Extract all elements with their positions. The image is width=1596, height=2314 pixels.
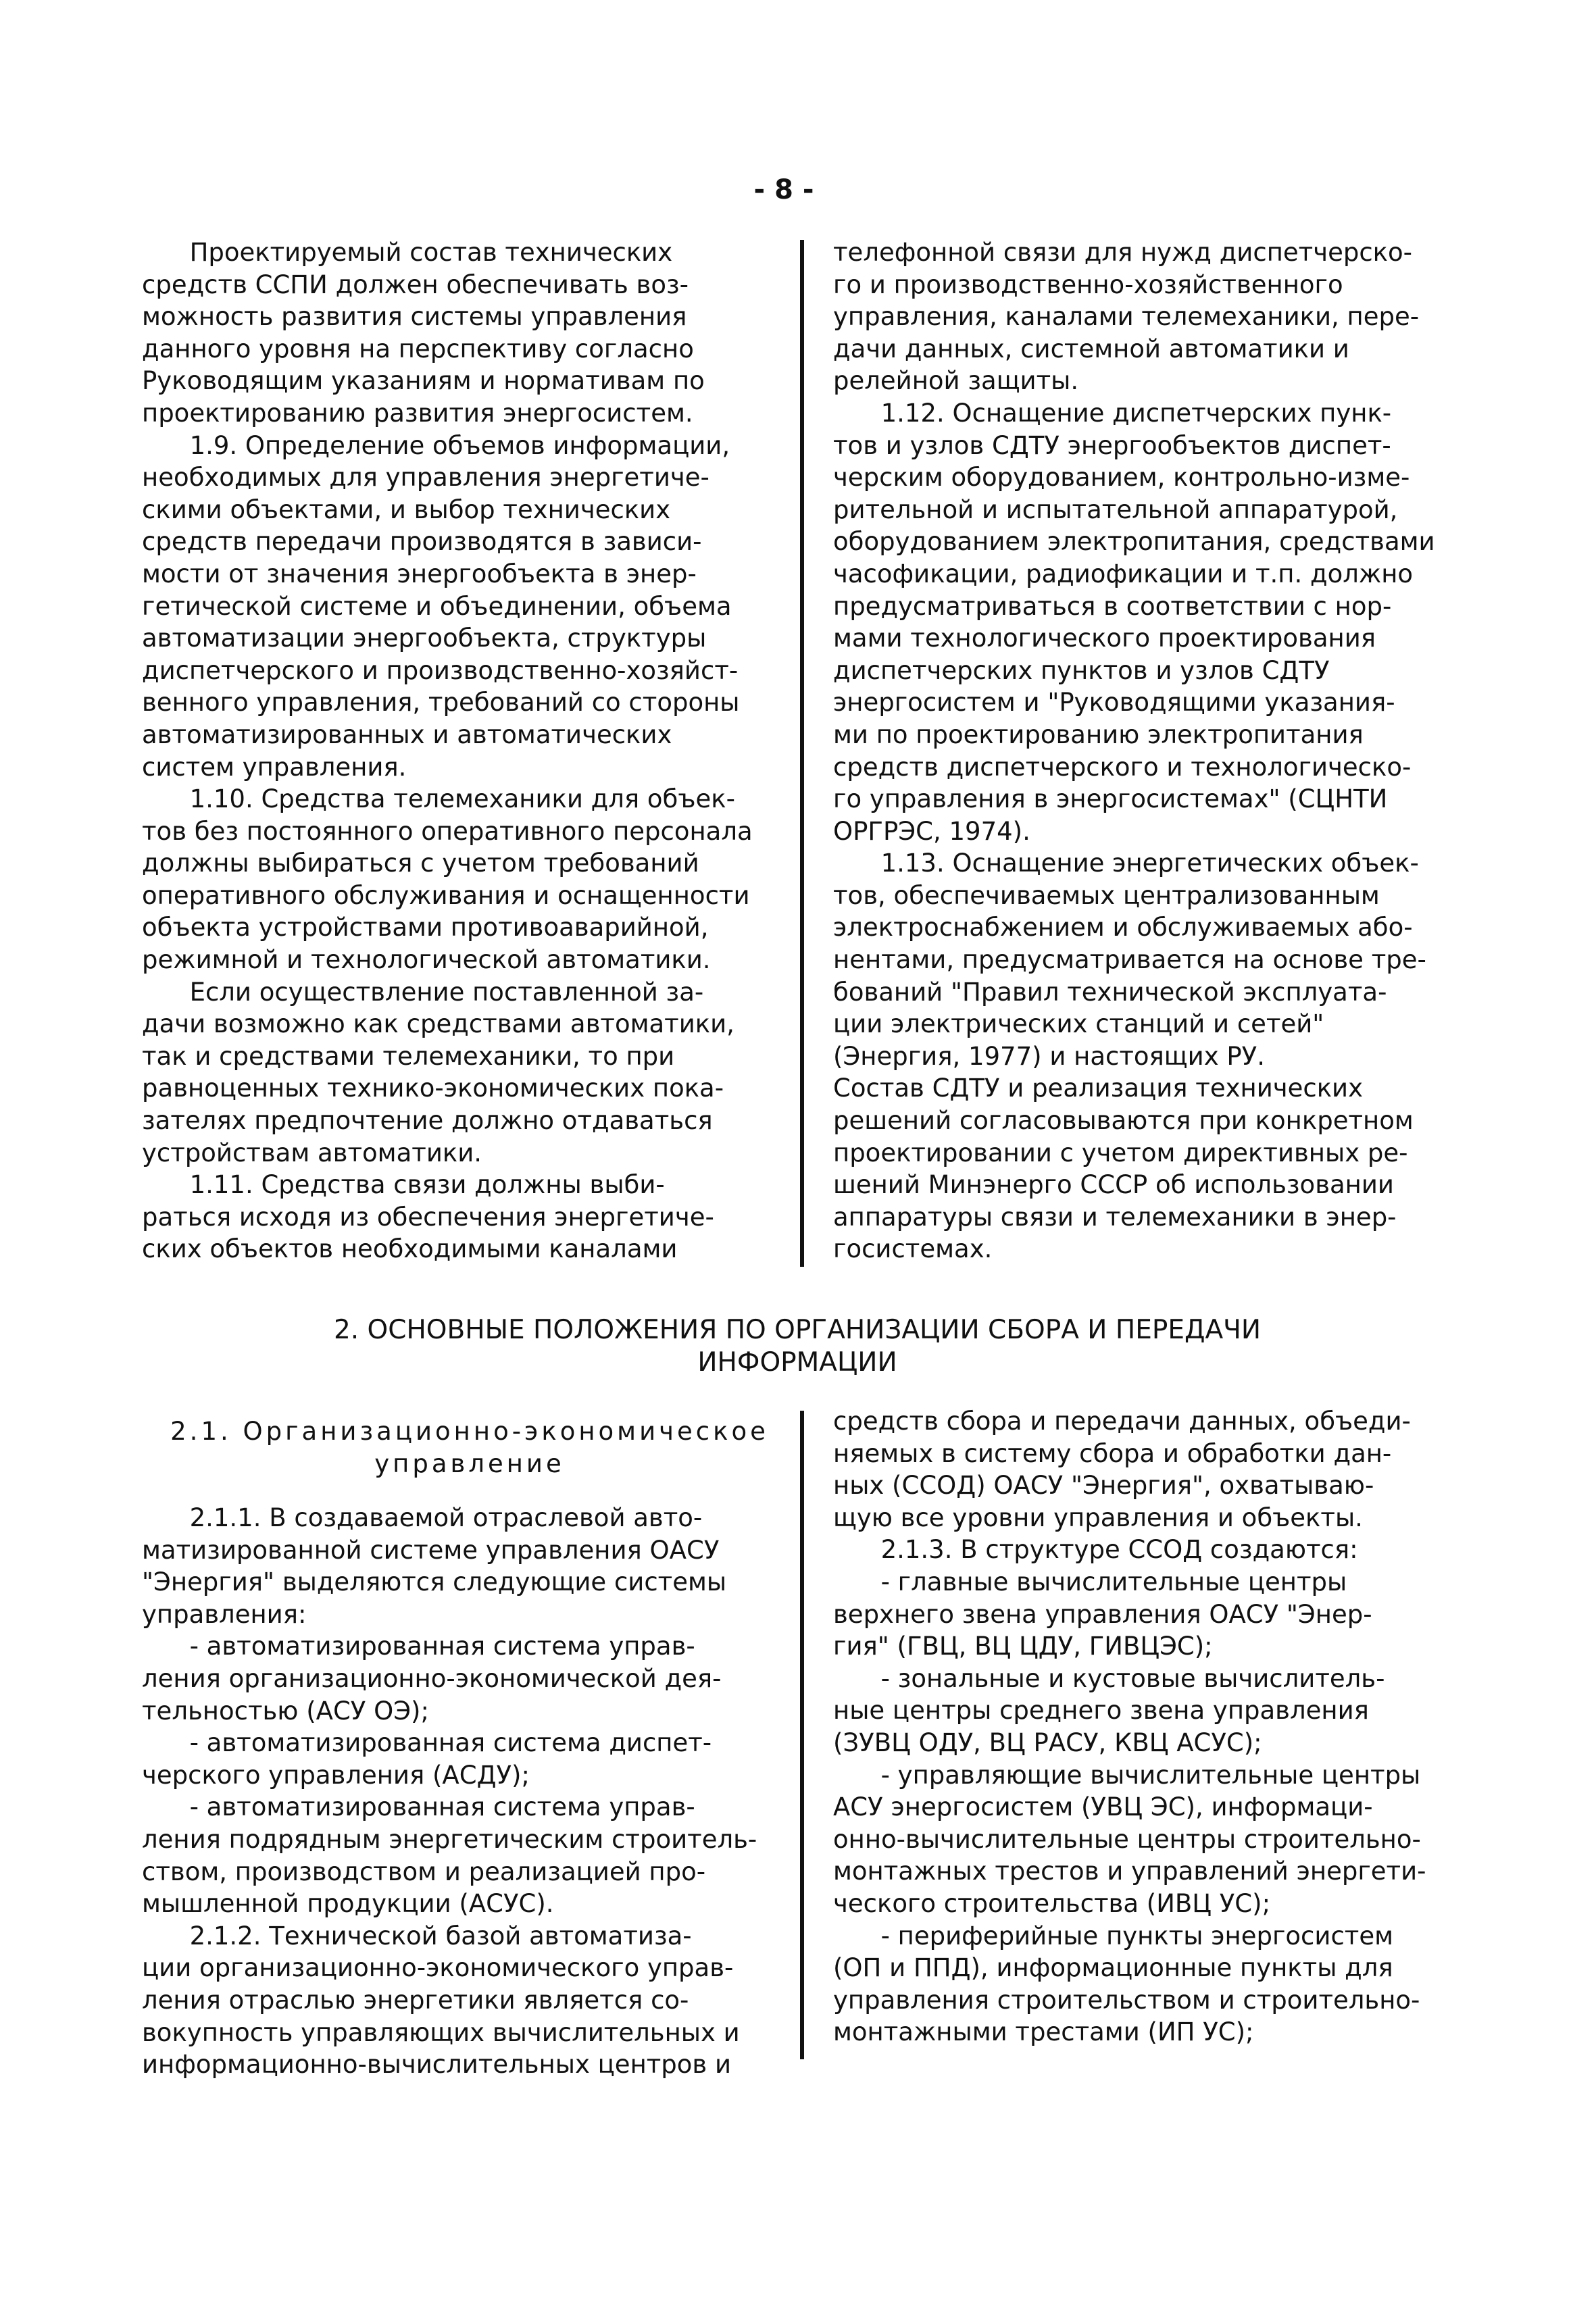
paragraph: - автоматизированная система диспет- черского управления (АСДУ); [142,1728,712,1790]
paragraph: - автоматизированная система управ- ления подрядным энергетическим строитель- ством, производством и реализацией про- мышленной продукции (АСУС). [142,1792,757,1919]
paragraph: 1.11. Средства связи должны выби- раться исходя из обеспечения энергетиче- ских объектов необходимыми каналами [142,1170,714,1264]
paragraph: средств сбора и передачи данных, объеди- няемых в систему сбора и обработки дан- ных (ССОД) ОАСУ "Энергия", охватываю- щую все уровни управления и объекты. [833,1407,1411,1532]
section-heading: 2. ОСНОВНЫЕ ПОЛОЖЕНИЯ ПО ОРГАНИЗАЦИИ СБОРА И ПЕРЕДАЧИ ИНФОРМАЦИИ [333,1315,1262,1378]
paragraph: 2.1.1. В создаваемой отраслевой авто- матизированной системе управления ОАСУ "Энергия" выделяются следующие системы управления: [142,1503,727,1629]
paragraph: - автоматизированная система управ- ления организационно-экономической дея- тельностью (АСУ ОЭ); [142,1632,722,1726]
bottom-left-column [142,1502,791,2081]
page-number: - 8 - [753,174,814,205]
paragraph: телефонной связи для нужд диспетчерско- го и производственно-хозяйственного управления, каналами телемеханики, пере- дачи данных, системной автоматики и релейной защиты. [833,238,1420,396]
paragraph: Если осуществление поставленной за- дачи возможно как средствами автоматики, так и средствами телемеханики, то при равноценных технико-экономических пока- зателях предпочтение должно отдаваться устройствам автоматики. [142,977,734,1167]
paragraph: 2.1.3. В структуре ССОД создаются: [833,1535,1358,1565]
top-left-column [142,236,791,1265]
paragraph: - главные вычислительные центры верхнего звена управления ОАСУ "Энер- гия" (ГВЦ, ВЦ ЦДУ, ГИВЦЭС); [833,1567,1372,1661]
paragraph: 1.10. Средства телемеханики для объек- тов без постоянного оперативного персонала должны выбираться с учетом требований оперативного обслуживания и оснащенности объекта устройствами противоаварийной, режимной и технологической автоматики. [142,784,753,975]
paragraph: 2.1.2. Технической базой автоматиза- ции организационно-экономического управ- ления отраслью энергетики является со- вокупность управляющих вычислительных и информационно-вычислительных центров и [142,1921,740,2080]
paragraph: - управляющие вычислительные центры АСУ энергосистем (УВЦ ЭС), информаци- онно-вычислительные центры строительно- монтажных трестов и управлений энергети- ческого строительства (ИВЦ УС); [833,1760,1426,1918]
paragraph: - периферийные пункты энергосистем (ОП и ППД), информационные пункты для управления строительством и строительно- монтажными трестами (ИП УС); [833,1921,1420,2047]
paragraph: - зональные и кустовые вычислитель- ные центры среднего звена управления (ЗУВЦ ОДУ, ВЦ РАСУ, КВЦ АСУС); [833,1663,1385,1757]
column-divider [800,1411,804,2059]
paragraph: 1.13. Оснащение энергетических объек- тов, обеспечиваемых централизованным электроснабжением и обслуживаемых або- нентами, предусматривается на основе тре- бований "Правил технической эксплуата- ции электрических станций и сетей" (Энергия, 1977) и настоящих РУ. Состав СДТУ и реализация технических решений согласовываются при конкретном проектировании с учетом директивных ре- шений Минэнерго СССР об использовании аппаратуры связи и телемеханики в энер- госистемах. [833,849,1426,1264]
bottom-right-column [833,1405,1482,2048]
paragraph: 1.12. Оснащение диспетчерских пунк- тов и узлов СДТУ энергообъектов диспет- черским оборудованием, контрольно-изме- рительной и испытательной аппаратурой, оборудованием электропитания, средствами часофикации, радиофикации и т.п. должно предусматриваться в соответствии с нор- мами технологического проектирования диспетчерских пунктов и узлов СДТУ энергосистем и "Руководящими указания- ми по проектированию электропитания средств диспетчерского и технологическо- го управления в энергосистемах" (СЦНТИ ОРГРЭС, 1974). [833,398,1435,846]
paragraph: 1.9. Определение объемов информации, необходимых для управления энергетиче- скими объектами, и выбор технических средств передачи производятся в зависи- мости от значения энергообъекта в энер- гетической системе и объединении, объема автоматизации энергообъекта, структуры диспетчерского и производственно-хозяйст- венного управления, требований со стороны автоматизированных и автоматических систем управления. [142,430,740,782]
sub-heading: 2.1. Организационно-экономическое управление [170,1417,769,1478]
column-divider [800,240,804,1267]
paragraph: Проектируемый состав технических средств ССПИ должен обеспечивать воз- можность развития системы управления данного уровня на перспективу согласно Руководящим указаниям и нормативам по проектированию развития энергосистем. [142,238,705,428]
top-right-column [833,236,1482,1265]
